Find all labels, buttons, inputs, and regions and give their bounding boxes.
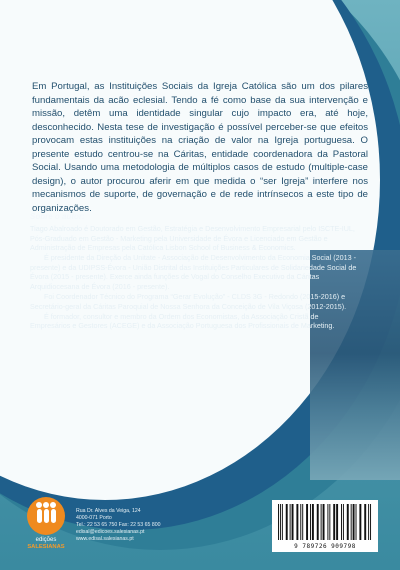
barcode-bar [343,504,344,540]
barcode-bar [341,504,342,540]
author-bio-paragraph: Foi Coordenador Técnico do Programa “Gerar Evolução” - CLDS 3G - Redondo (2015-2016) e Secretário-geral da Cáritas Paroquial de Nossa Senhora da Conceição de Vila Viçosa (2012-2015). [30,292,347,311]
barcode-bar [353,504,355,540]
barcode-bar [278,504,279,540]
people-icon [27,497,65,535]
barcode-bar [329,504,330,540]
barcode-bar [310,504,311,540]
barcode-bar [292,504,294,540]
barcode-bar [290,504,291,540]
barcode-bar [333,504,335,540]
address-line: www.edisal.salesianas.pt [76,536,134,542]
address-line: Rua Dr. Alves da Veiga, 124 [76,508,141,514]
publisher-name-line1: edições [35,537,57,543]
author-bio-paragraph: Tiago Abalroado é Doutorado em Gestão, Estratégia e Desenvolvimento Empresarial pelo ISCTE-IUL, Pós-Graduado em Gestão - Marketing pela Universidade de Évora e Licenciado em Gestão e Administração de Empresas pela Católica Lisbon School of Business & Economics. [30,224,355,253]
barcode-bar [364,504,366,540]
barcode-bar [286,504,288,540]
barcode-bar [359,504,361,540]
barcode-bar [282,504,283,540]
barcode-bar [306,504,308,540]
publisher-name-line2: SALESIANAS [27,544,65,550]
barcode-bar [336,504,338,540]
author-section-title: Sobre o autor: [30,212,85,221]
address-line: 4000-071 Porto [76,515,112,521]
barcode-bars [278,504,372,540]
barcode-bar [347,504,349,540]
barcode-bar [321,504,322,540]
author-bio [30,224,360,332]
barcode-bar [300,504,301,540]
barcode-bar [368,504,369,540]
publisher-address [76,508,161,543]
isbn-barcode [272,500,378,552]
barcode-bar [317,504,319,540]
address-line: Tel.: 22 53 65 750 Fax: 22 53 65 800 [76,522,161,528]
barcode-bar [327,504,328,540]
barcode-bar [296,504,298,540]
barcode-bar [356,504,357,540]
publisher-name [25,537,67,551]
address-line: edisal@edicoes.salesianas.pt [76,529,145,535]
author-bio-paragraph: É presidente da Direção da Unitate - Associação de Desenvolvimento da Economia Social (2013 - presente) e da UDIPSS-Évora - União Distrital das Instituições Particulares de Solidariedade Social de Évora (2015 - presente). Exerce ainda funções de Vogal do Conselho Executivo da Cáritas Arquidiocesana de Évora (2016 - presente). [30,253,357,292]
isbn-number: 9 789726 909798 [294,543,356,550]
barcode-bar [312,504,314,540]
barcode-bar [351,504,352,540]
author-bio-paragraph: É formador, consultor e membro da Ordem dos Economistas, da Associação Cristã de Empresários e Gestores (ACEGE) e da Associação Portuguesa dos Profissionais de Marketing. [30,311,335,331]
barcode-bar [370,504,371,540]
publisher-logo [25,497,67,555]
barcode-bar [323,504,325,540]
barcode-bar [302,504,303,540]
barcode-bar [280,504,281,540]
book-description: Em Portugal, as Instituições Sociais da Igreja Católica são um dos pilares fundamentais da acão eclesial. Tendo a fé como base da sua intervenção e missão, detêm uma identidade singular cujo impacto era, até hoje, desconhecido. Nesta tese de investigação é possível perceber-se que efeitos provocam estas instituições na criação de valor na Igreja portuguesa. O presente estudo centrou-se na Cáritas, entidade coordenadora da Pastoral Social. Usando uma metodologia de múltiplos casos de estudo (multiple-case design), o autor procurou aferir em que medida o “ser Igreja” interfere nos mecanismos de suporte, de governação e de rede intrínsecos a este tipo de organizações. [32,81,368,214]
